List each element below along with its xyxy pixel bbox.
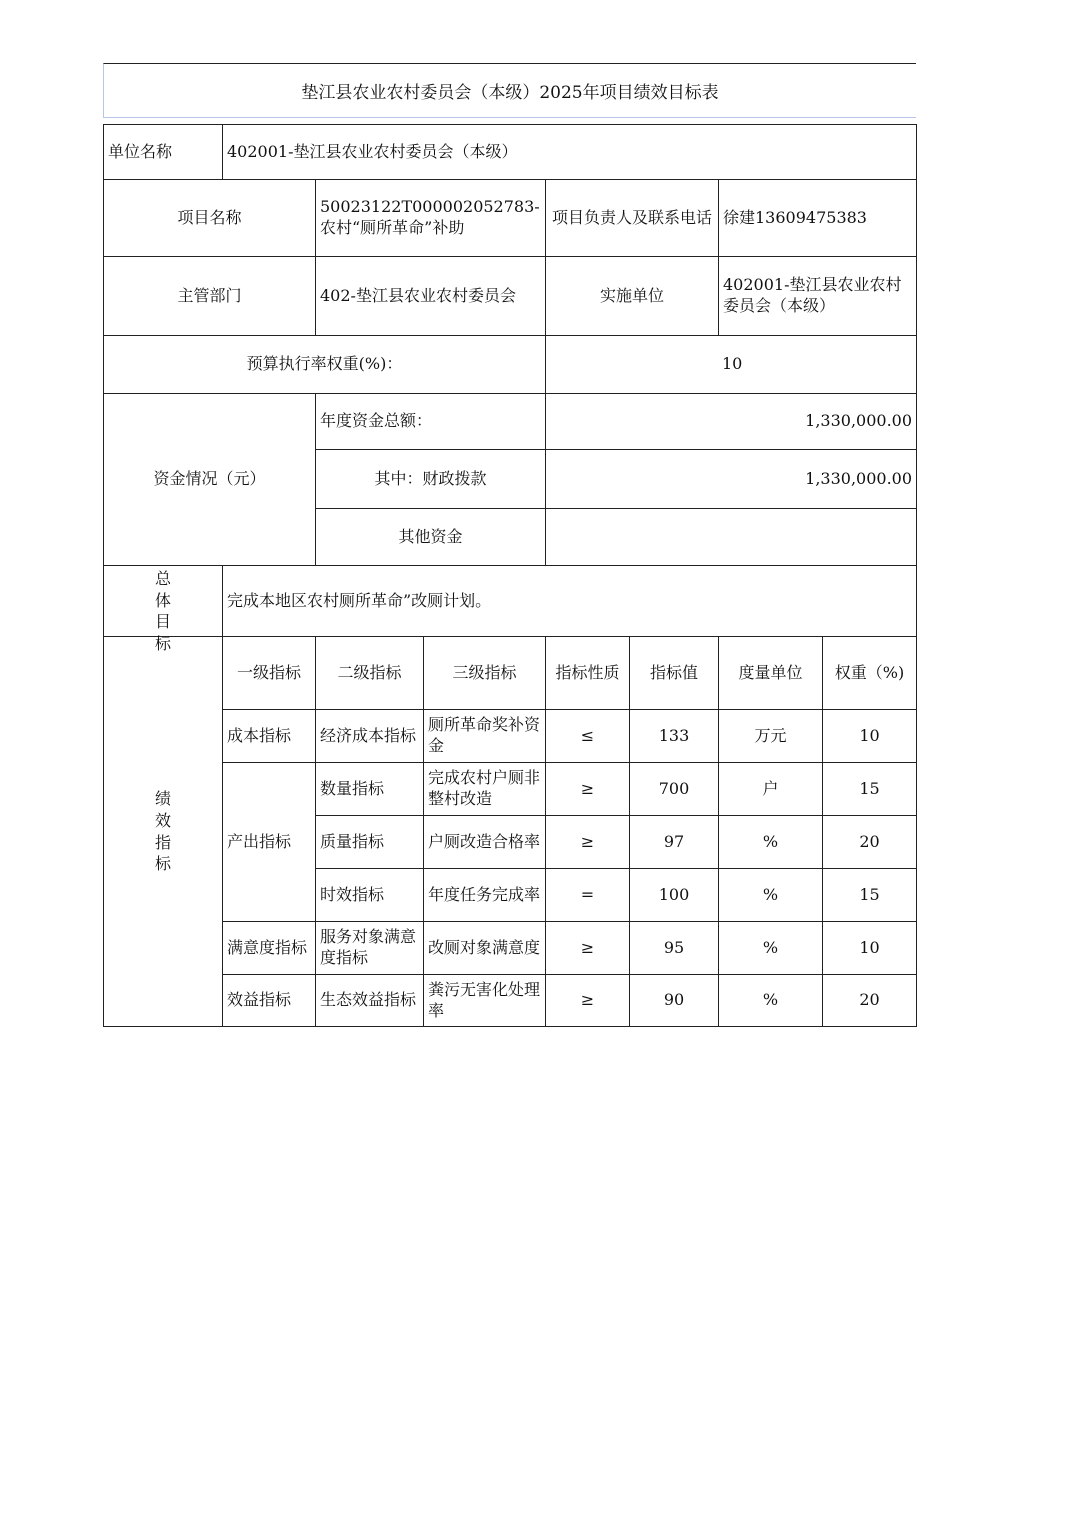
row-value: 90 <box>630 975 719 1027</box>
goal-label-cell <box>104 566 223 653</box>
row-unit: 万元 <box>719 710 823 763</box>
row-weight: 20 <box>823 816 917 869</box>
row-l2: 服务对象满意度指标 <box>316 922 424 975</box>
goal-label: 总体目标 <box>155 569 172 653</box>
row-l3: 厕所革命奖补资金 <box>424 710 546 763</box>
row-l2: 时效指标 <box>316 869 424 922</box>
funds-other-label: 其他资金 <box>316 509 546 566</box>
row-weight: 10 <box>823 922 917 975</box>
row-weight: 10 <box>823 710 917 763</box>
performance-table <box>103 124 917 1027</box>
row-l2: 经济成本指标 <box>316 710 424 763</box>
row-l1: 产出指标 <box>223 763 316 922</box>
row-l3: 粪污无害化处理率 <box>424 975 546 1027</box>
perf-label-cell <box>104 637 223 1027</box>
row-value: 95 <box>630 922 719 975</box>
row-weight: 15 <box>823 763 917 816</box>
funds-total-label: 年度资金总额： <box>316 394 546 450</box>
header-l1: 一级指标 <box>223 637 316 710</box>
goal-value: 完成本地区农村厕所革命”改厕计划。 <box>223 566 917 637</box>
row-nature: = <box>546 869 630 922</box>
row-l1: 效益指标 <box>223 975 316 1027</box>
funds-label: 资金情况（元） <box>104 394 316 566</box>
budget-rate-label: 预算执行率权重(%)： <box>104 336 546 394</box>
header-unit: 度量单位 <box>719 637 823 710</box>
perf-label: 绩效指标 <box>155 789 172 874</box>
row-l2: 生态效益指标 <box>316 975 424 1027</box>
impl-unit-label: 实施单位 <box>546 257 719 336</box>
row-l2: 质量指标 <box>316 816 424 869</box>
row-nature: ≥ <box>546 922 630 975</box>
funds-other-value <box>546 509 917 566</box>
row-unit: % <box>719 816 823 869</box>
row-l2: 数量指标 <box>316 763 424 816</box>
row-l3: 户厕改造合格率 <box>424 816 546 869</box>
row-nature: ≤ <box>546 710 630 763</box>
row-weight: 15 <box>823 869 917 922</box>
row-value: 700 <box>630 763 719 816</box>
row-unit: % <box>719 869 823 922</box>
table-row <box>104 710 917 763</box>
row-l1: 成本指标 <box>223 710 316 763</box>
unit-value: 402001-垫江县农业农村委员会（本级） <box>223 125 917 180</box>
row-unit: % <box>719 975 823 1027</box>
header-weight: 权重（%) <box>823 637 917 710</box>
row-nature: ≥ <box>546 763 630 816</box>
row-unit: % <box>719 922 823 975</box>
funds-total-value: 1,330,000.00 <box>546 394 917 450</box>
funds-fiscal-label: 其中：财政拨款 <box>316 450 546 509</box>
unit-label: 单位名称 <box>104 125 223 180</box>
table-row <box>104 763 917 816</box>
table-row <box>104 922 917 975</box>
page-title: 垫江县农业农村委员会（本级）2025年项目绩效目标表 <box>103 63 916 118</box>
row-l3: 年度任务完成率 <box>424 869 546 922</box>
row-value: 100 <box>630 869 719 922</box>
funds-fiscal-value: 1,330,000.00 <box>546 450 917 509</box>
row-value: 133 <box>630 710 719 763</box>
header-l2: 二级指标 <box>316 637 424 710</box>
row-unit: 户 <box>719 763 823 816</box>
row-nature: ≥ <box>546 975 630 1027</box>
header-value: 指标值 <box>630 637 719 710</box>
header-l3: 三级指标 <box>424 637 546 710</box>
row-value: 97 <box>630 816 719 869</box>
contact-label: 项目负责人及联系电话 <box>546 180 719 257</box>
row-l3: 改厕对象满意度 <box>424 922 546 975</box>
budget-rate-value: 10 <box>546 336 917 394</box>
table-row <box>104 975 917 1027</box>
header-nature: 指标性质 <box>546 637 630 710</box>
row-l1: 满意度指标 <box>223 922 316 975</box>
impl-unit-value: 402001-垫江县农业农村委员会（本级） <box>719 257 917 336</box>
row-nature: ≥ <box>546 816 630 869</box>
row-l3: 完成农村户厕非整村改造 <box>424 763 546 816</box>
dept-value: 402-垫江县农业农村委员会 <box>316 257 546 336</box>
project-name-label: 项目名称 <box>104 180 316 257</box>
dept-label: 主管部门 <box>104 257 316 336</box>
row-weight: 20 <box>823 975 917 1027</box>
project-name-value: 50023122T000002052783-农村“厕所革命”补助 <box>316 180 546 257</box>
contact-value: 徐建13609475383 <box>719 180 917 257</box>
